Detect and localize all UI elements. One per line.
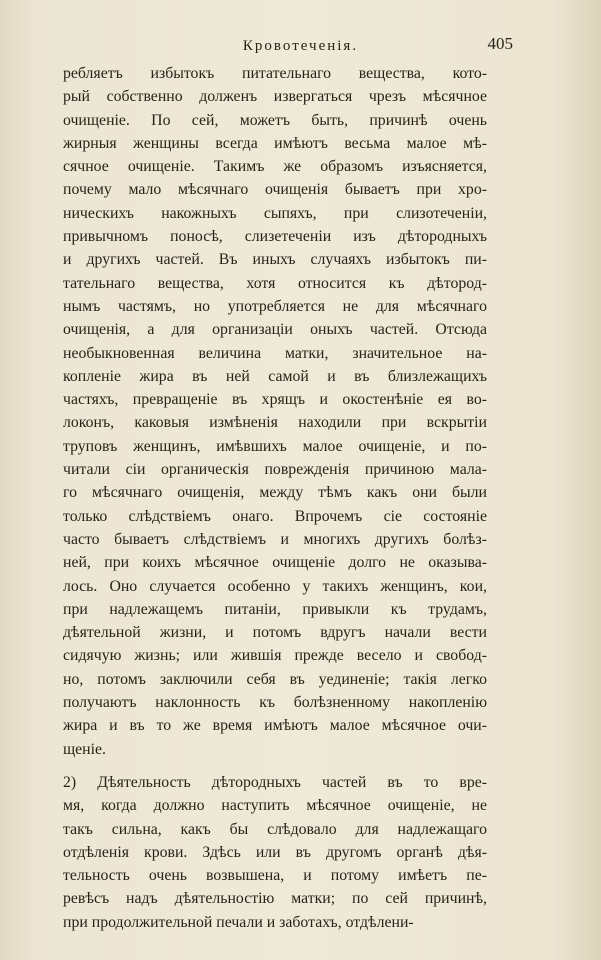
- text-line: только слѣдствіемъ онаго. Впрочемъ сіе состояніе: [63, 507, 487, 525]
- text-line: ребляетъ избытокъ питательнаго вещества, кото-: [63, 65, 487, 82]
- paragraph: [63, 771, 487, 934]
- text-line: 2) Дѣятельность дѣтородныхъ частей въ то вре-: [63, 773, 487, 791]
- text-line: го мѣсячнаго очищенія, между тѣмъ какъ они были: [63, 484, 487, 502]
- text-line: очищенія, а для организаціи оныхъ частей. Отсюда: [63, 321, 487, 339]
- text-line: копленіе жира въ ней самой и въ близлежащихъ: [63, 367, 487, 385]
- text-line: ревѣсъ надъ дѣятельностію матки; по сей причинѣ,: [63, 890, 487, 908]
- text-line: читали сіи органическія поврежденія причиною мала-: [63, 461, 487, 479]
- text-line: лось. Оно случается особенно у такихъ женщинъ, кои,: [63, 577, 487, 595]
- text-line: мя, когда должно наступить мѣсячное очищеніе, не: [63, 797, 487, 815]
- running-title: Кровотеченія.: [242, 38, 359, 54]
- text-line: жирныя женщины всегда имѣютъ весьма малое мѣ-: [63, 134, 487, 152]
- text-line: дѣятельной жизни, и потомъ вдругъ начали вести: [63, 624, 487, 642]
- text-line: нымъ частямъ, но употребляется не для мѣсячнаго: [63, 297, 487, 315]
- text-line: жира и въ то же время имѣютъ малое мѣсячное очи-: [63, 717, 487, 735]
- paragraph: [63, 62, 487, 761]
- text-line: труповъ женщинъ, имѣвшихъ малое очищеніе, и по-: [63, 437, 487, 455]
- text-line: такъ сильна, какъ бы слѣдовало для надлежащаго: [63, 820, 487, 838]
- text-line: почему мало мѣсячнаго очищенія бываетъ при хро-: [63, 181, 487, 199]
- text-line: рый собственно долженъ извергаться чрезъ мѣсячное: [63, 88, 487, 106]
- text-line: и другихъ частей. Въ иныхъ случаяхъ избытокъ пи-: [63, 251, 487, 269]
- paragraph-gap: [63, 761, 487, 771]
- page-number: 405: [487, 34, 513, 53]
- text-line: ней, при коихъ мѣсячное очищеніе долго не оказыва-: [63, 554, 487, 572]
- text-line: при надлежащемъ питаніи, привыкли къ трудамъ,: [63, 600, 487, 618]
- text-line: щеніе.: [63, 740, 106, 758]
- text-line: локонъ, каковыя измѣненія находили при вскрытіи: [63, 414, 487, 432]
- page-header: [0, 36, 601, 60]
- text-line: но, потомъ заключили себя въ уединеніе; такія легко: [63, 670, 487, 688]
- text-line: тельность очень возвышена, и потому имѣетъ пе-: [63, 867, 487, 885]
- text-line: привычномъ поносѣ, слизетеченіи изъ дѣтородныхъ: [63, 228, 487, 246]
- text-line: необыкновенная величина матки, значительное на-: [63, 344, 487, 362]
- text-line: тательнаго вещества, хотя относится къ дѣтород-: [63, 274, 487, 292]
- text-line: сячное очищеніе. Такимъ же образомъ изъясняется,: [63, 158, 487, 176]
- text-line: сидячую жизнь; или жившія прежде весело и свобод-: [63, 647, 487, 665]
- text-line: при продолжительной печали и заботахъ, отдѣлени-: [63, 913, 414, 931]
- text-line: отдѣленія крови. Здѣсь или въ другомъ органѣ дѣя-: [63, 843, 487, 861]
- text-line: часто бываетъ слѣдствіемъ и многихъ другихъ болѣз-: [63, 530, 487, 548]
- text-line: очищеніе. По сей, можетъ быть, причинѣ очень: [63, 111, 487, 129]
- body-text: [63, 62, 487, 934]
- text-line: получаютъ наклонность къ болѣзненному накопленію: [63, 694, 487, 712]
- text-line: ническихъ накожныхъ сыпяхъ, при слизотеченіи,: [63, 204, 487, 222]
- text-line: частяхъ, превращеніе въ хрящъ и окостенѣніе ея во-: [63, 391, 487, 409]
